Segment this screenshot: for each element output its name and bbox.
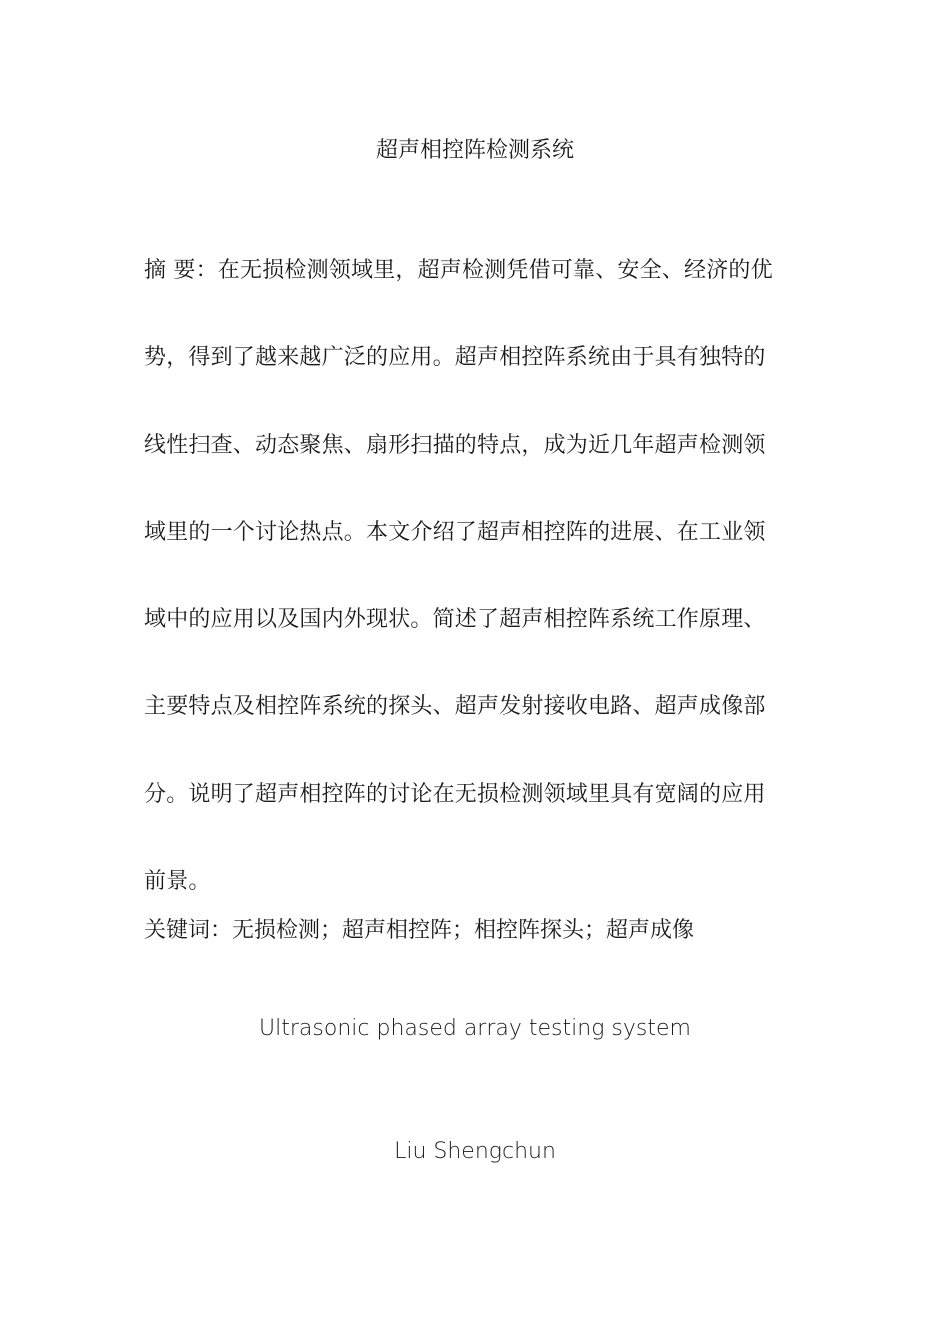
abstract-line: 分。说明了超声相控阵的讨论在无损检测领域里具有宽阔的应用 bbox=[144, 781, 766, 807]
abstract-line: 摘 要：在无损检测领域里，超声检测凭借可靠、安全、经济的优 bbox=[144, 258, 773, 283]
keywords: 关键词：无损检测；超声相控阵；相控阵探头；超声成像 bbox=[144, 918, 695, 943]
document-title: 超声相控阵检测系统 bbox=[375, 138, 574, 163]
abstract-line: 线性扫查、动态聚焦、扇形扫描的特点，成为近几年超声检测领 bbox=[144, 432, 766, 458]
author-name: Liu Shengchun bbox=[394, 1139, 556, 1164]
abstract-line: 前景。 bbox=[144, 869, 211, 895]
abstract-line: 域里的一个讨论热点。本文介绍了超声相控阵的进展、在工业领 bbox=[144, 519, 766, 545]
abstract-line: 主要特点及相控阵系统的探头、超声发射接收电路、超声成像部 bbox=[144, 694, 766, 720]
abstract-line: 势，得到了越来越广泛的应用。超声相控阵系统由于具有独特的 bbox=[144, 345, 766, 371]
abstract-paragraph bbox=[144, 227, 808, 925]
english-title: Ultrasonic phased array testing system bbox=[259, 1016, 691, 1041]
abstract-line: 域中的应用以及国内外现状。简述了超声相控阵系统工作原理、 bbox=[144, 607, 766, 633]
